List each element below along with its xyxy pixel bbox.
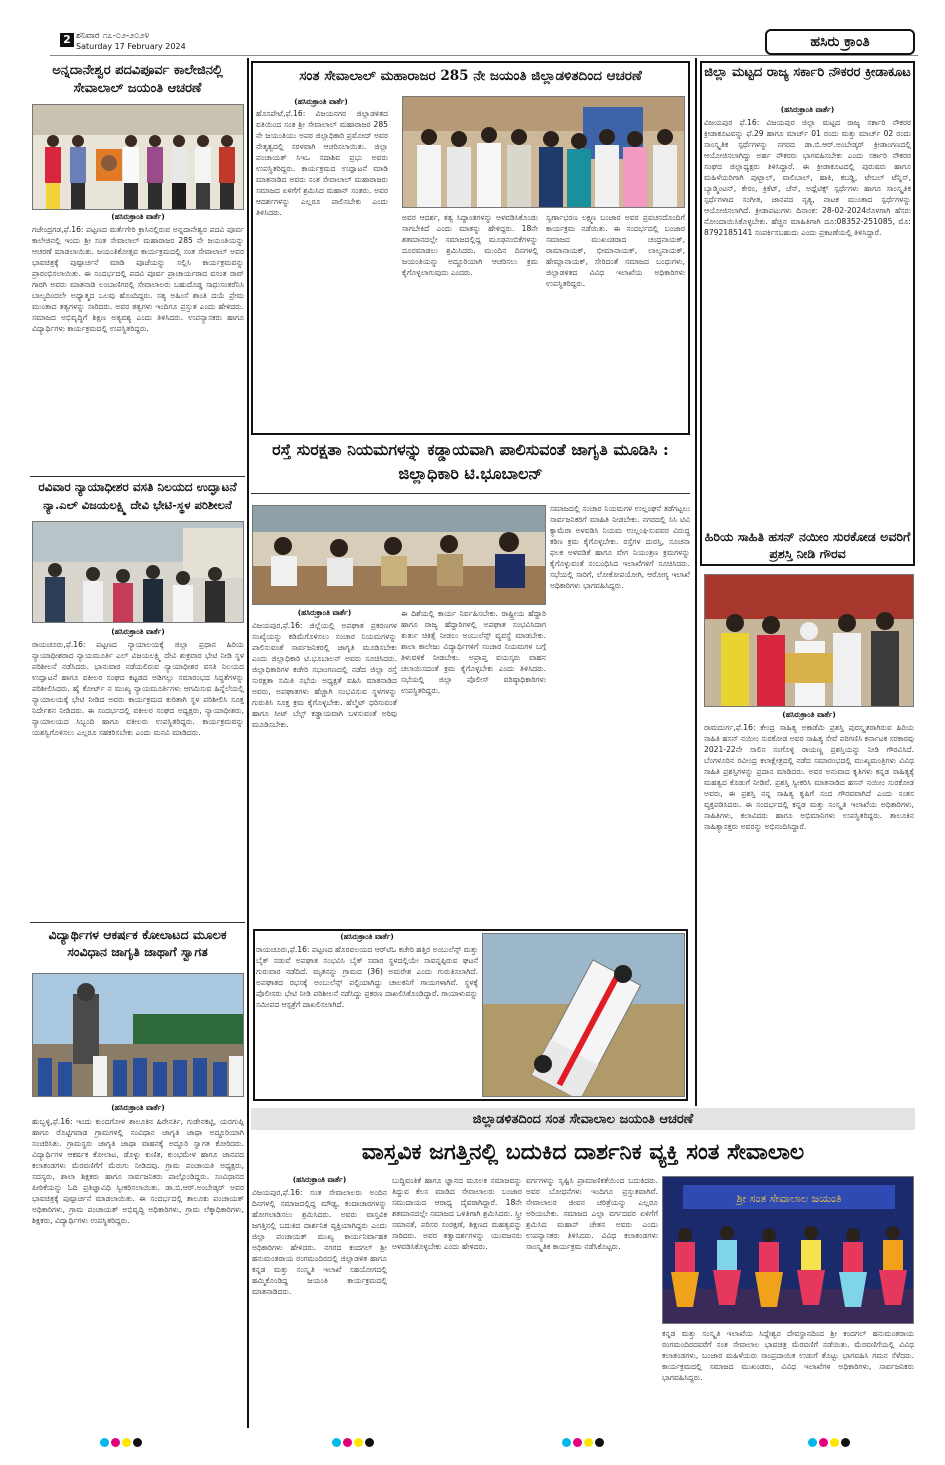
registration-marks xyxy=(808,1438,850,1447)
college-credit: (ಹಸಿರುಕ್ರಾಂತಿ ವಾರ್ತೆ) xyxy=(111,212,165,221)
jayanti-body-c: ಸ್ವರ್ಣಾಭರಣ ಲಕ್ಷ್ಮಣ ಬಂಜಾರ ಅವರ ಪ್ರವಚನದೊಂದಿಗೆ ಕಾರ್ಯಕ್ರಮ ನಡೆಯಿತು. ಈ ಸಂದರ್ಭದಲ್ಲಿ ಬಂಜಾರ ಸಮಾಜದ ಮುಖಂಡರಾದ ಚಂದ್ರನಾಯಕ್, ರಾಮಾನಾಯಕ್, ಭೀಮಾನಾಯಕ್, ಲಾಲ್ಯನಾಯಕ್, ಹೇಮ್ಲಾನಾಯಕ್, ಸೇರಿದಂತೆ ಸಮಾಜದ ಬಂಧುಗಳು, ಜಿಲ್ಲಾಡಳಿತದ ವಿವಿಧ ಇಲಾಖೆಯ ಅಧಿಕಾರಿಗಳು ಉಪಸ್ಥಿತರಿದ್ದರು. xyxy=(546,213,685,288)
court-subhead: ನ್ಯಾ.ಎಲ್ ವಿಜಯಲಕ್ಷ್ಮಿ ದೇವಿ ಭೇಟಿ-ಸ್ಥಳ ಪರಿಶೀಲನೆ xyxy=(43,498,232,512)
jayanti-headline: ಸಂತ ಸೇವಾಲಾಲ್ ಮಹಾರಾಜರ 285 ನೇ ಜಯಂತಿ ಜಿಲ್ಲಾಡಳಿತದಿಂದ ಆಚರಣೆ xyxy=(299,68,642,84)
accident-credit: (ಹಸಿರುಕ್ರಾಂತಿ ವಾರ್ತೆ) xyxy=(340,932,394,941)
sports-headline: ಜಿಲ್ಲಾ ಮಟ್ಟದ ರಾಜ್ಯ ಸರ್ಕಾರಿ ನೌಕರರ ಕ್ರೀಡಾಕೂಟ xyxy=(704,65,911,80)
philosopher-body-d: ಕನ್ನಡ ಮತ್ತು ಸಂಸ್ಕೃತಿ ಇಲಾಖೆಯ ಸಿದ್ದೇಶ್ವರ ದೇವಸ್ಥಾನದಿಂದ ಶ್ರೀ ಕಂದಗಲ್ ಹನುಮಂತರಾಯ ರಂಗಮಂದಿರದವರೆಗೆ ಸಂತ ಸೇವಾಲಾಲ ಭಾವಚಿತ್ರ ಮೆರವಣಿಗೆ ನಡೆಯಿತು. ಮೆರವಣಿಗೆಯಲ್ಲಿ ವಿವಿಧ ಕಲಾತಂಡಗಳು, ಬಂಜಾರ ಮಹಿಳೆಯರು ಸಾಂಪ್ರದಾಯಿಕ ಉಡುಗೆ ತೊಟ್ಟು ಭಾಗವಹಿಸಿ ಗಮನ ಸೆಳೆದರು. ಕಾರ್ಯಕ್ರಮದಲ್ಲಿ ಸಮಾಜದ ಮುಖಂಡರು, ವಿವಿಧ ಇಲಾಖೆಗಳ ಅಧಿಕಾರಿಗಳು, ಸಾರ್ವಜನಿಕರು ಭಾಗವಹಿಸಿದ್ದರು. xyxy=(662,1329,914,1382)
sports-body: ವಿಜಯಪುರ ಫೆ.16: ವಿಜಯಪುರ ಜಿಲ್ಲಾ ಮಟ್ಟದ ರಾಜ್ಯ ಸರ್ಕಾರಿ ನೌಕರರ ಕ್ರೀಡಾಕೂಟವನ್ನು ಫೆ.29 ಹಾಗೂ ಮಾರ್ಚ್ 01 ರಂದು ಮತ್ತು ಮಾರ್ಚ್ 02 ರಂದು ಸಾಂಸ್ಕೃತಿಕ ಸ್ಪರ್ಧೆಗಳನ್ನು ನಗರದ ಡಾ.ಬಿ.ಆರ್.ಅಂಬೇಡ್ಕರ್ ಕ್ರೀಡಾಂಗಣದಲ್ಲಿ ಆಯೋಜಿಸಲಾಗಿದ್ದು ಅರ್ಹ ನೌಕರರು ಭಾಗವಹಿಸಬೇಕು ಎಂದು ಸರ್ಕಾರಿ ನೌಕರರ ಸಂಘದ ಜಿಲ್ಲಾಧ್ಯಕ್ಷರು ತಿಳಿಸಿದ್ದಾರೆ. ಈ ಕ್ರೀಡಾಕೂಟದಲ್ಲಿ ಪುರುಷರು ಹಾಗೂ ಮಹಿಳೆಯರಿಗಾಗಿ ಪುಟ್ಬಾಲ್, ವಾಲಿಬಾಲ್, ಹಾಕಿ, ಕಬಡ್ಡಿ, ಟೇಬಲ್ ಟೆನ್ನಿಸ್, ಬ್ಯಾಡ್ಮಿಂಟನ್, ಕೇರಂ, ಕ್ರಿಕೆಟ್, ಚೆಸ್, ಅಥ್ಲೆಟಿಕ್ಸ್ ಸ್ಪರ್ಧೆಗಳು ಹಾಗೂ ಸಾಂಸ್ಕೃತಿಕ ಸ್ಪರ್ಧೆಗಳಾದ ಸಂಗೀತ, ಜಾನಪದ ನೃತ್ಯ, ನಾಟಕ ಮುಂತಾದ ಸ್ಪರ್ಧೆಗಳನ್ನು ಆಯೋಜಿಸಲಾಗಿದೆ. ಕ್ರೀಡಾಪಟುಗಳು ದಿನಾಂಕ: 28-02-2024ರೊಳಗಾಗಿ ಹೆಸರು ನೋಂದಾಯಿಸಿಕೊಳ್ಳಬೇಕು. ಹೆಚ್ಚಿನ ಮಾಹಿತಿಗಾಗಿ ದೂ:08352-251085, ಮೊ: 8792185141 ಸಂಪರ್ಕಿಸಬಹುದು ಎಂದು ಪ್ರಕಟಣೆಯಲ್ಲಿ ತಿಳಿಸಿದ್ದಾರೆ. xyxy=(704,118,911,237)
sports-credit: (ಹಸಿರುಕ್ರಾಂತಿ ವಾರ್ತೆ) xyxy=(780,105,835,114)
masthead: ಹಸಿರು ಕ್ರಾಂತಿ xyxy=(765,29,915,55)
accident-photo xyxy=(482,933,685,1097)
philosopher-body-b: ಬುದ್ಧಿವಂತಿಕೆ ಹಾಗೂ ಜ್ಞಾನದ ಮೂಲಕ ಸಮಾಜವನ್ನು ತಿದ್ದುವ ಕೆಲಸ ಮಾಡಿದ ಸೇವಾಲಾಲರು ಬಂಜಾರ ಸಮುದಾಯದ ಆರಾಧ್ಯ ದೈವರಾಗಿದ್ದಾರೆ. 18ನೇ ಶತಮಾನದಲ್ಲೇ ಸಮಾಜದ ಒಳಿತಿಗಾಗಿ ಶ್ರಮಿಸಿದರು. ಸ್ತ್ರೀ ಸಮಾನತೆ, ಪರಿಸರ ಸಂರಕ್ಷಣೆ, ಶಿಕ್ಷಣದ ಮಹತ್ವವನ್ನು ಸಾರಿದರು. ಅವರ ತತ್ವಾದರ್ಶಗಳನ್ನು ಯುವಜನರು ಅಳವಡಿಸಿಕೊಳ್ಳಬೇಕು ಎಂದು ಹೇಳಿದರು. xyxy=(392,1176,522,1251)
philosopher-headline: ವಾಸ್ತವಿಕ ಜಗತ್ತಿನಲ್ಲಿ ಬದುಕಿದ ದಾರ್ಶನಿಕ ವ್ಯಕ್ತಿ ಸಂತ ಸೇವಾಲಾಲ xyxy=(361,1139,805,1165)
philosopher-kicker: ಜಿಲ್ಲಾಡಳಿತದಿಂದ ಸಂತ ಸೇವಾಲಾಲ ಜಯಂತಿ ಆಚರಣೆ xyxy=(472,1112,694,1127)
jayanti-photo xyxy=(402,96,685,208)
court-headline: ರವಿವಾರ ನ್ಯಾಯಾಧೀಶರ ವಸತಿ ನಿಲಯದ ಉದ್ಘಾಟನೆ xyxy=(38,480,237,494)
accident-body: ರಾಯಚೂರು,ಫೆ.16: ಪಟ್ಟಣದ ಹೊರವಲಯದ ಆರ್‌ಟಿಓ ಕಚೇರಿ ಹತ್ತಿರ ಅಂಬುಲೆನ್ಸ್ ಮತ್ತು ಬೈಕ್ ನಡುವೆ ಅಪಘಾತ ಸಂಭವಿಸಿ ಬೈಕ್ ಸವಾರ ಸ್ಥಳದಲ್ಲಿಯೇ ಸಾವನ್ನಪ್ಪಿರುವ ಘಟನೆ ಗುರುವಾರ ನಡೆದಿದೆ. ಮೃತನನ್ನು ಗ್ರಾಮದ (36) ಅಮರೇಶ ಎಂದು ಗುರುತಿಸಲಾಗಿದೆ. ಅಪಘಾತದ ರಭಸಕ್ಕೆ ಅಂಬುಲೆನ್ಸ್ ಪಲ್ಟಿಯಾಗಿದ್ದು ಚಾಲಕನಿಗೆ ಗಾಯಗಳಾಗಿವೆ. ಸ್ಥಳಕ್ಕೆ ಪೊಲೀಸರು ಭೇಟಿ ನೀಡಿ ಪರಿಶೀಲನೆ ನಡೆಸಿದ್ದು ಪ್ರಕರಣ ದಾಖಲಿಸಿಕೊಂಡಿದ್ದಾರೆ. ಗಾಯಾಳುವನ್ನು ಸಮೀಪದ ಆಸ್ಪತ್ರೆಗೆ ದಾಖಲಿಸಲಾಗಿದೆ. xyxy=(256,945,478,1009)
divider xyxy=(30,922,245,923)
road-body-b: ಈ ದಿಶೆಯಲ್ಲಿ ಕಾರ್ಯ ನಿರ್ವಹಿಸಬೇಕು. ರಾಷ್ಟ್ರೀಯ ಹೆದ್ದಾರಿ ಹಾಗೂ ರಾಜ್ಯ ಹೆದ್ದಾರಿಗಳಲ್ಲಿ ಅಪಘಾತ ಸಂಭವಿಸಿದಾಗ ತುರ್ತು ಚಿಕಿತ್ಸೆ ನೀಡಲು ಅಂಬುಲೆನ್ಸ್ ವ್ಯವಸ್ಥೆ ಮಾಡಬೇಕು. ಶಾಲಾ ಕಾಲೇಜು ವಿದ್ಯಾರ್ಥಿಗಳಿಗೆ ಸಂಚಾರ ನಿಯಮಗಳ ಬಗ್ಗೆ ತಿಳುವಳಿಕೆ ನೀಡಬೇಕು. ಅಪ್ರಾಪ್ತ ವಯಸ್ಕರು ವಾಹನ ಚಲಾಯಿಸದಂತೆ ಕ್ರಮ ಕೈಗೊಳ್ಳಬೇಕು ಎಂದು ತಿಳಿಸಿದರು. ಸಭೆಯಲ್ಲಿ ಜಿಲ್ಲಾ ಪೊಲೀಸ್ ವರಿಷ್ಠಾಧಿಕಾರಿಗಳು ಉಪಸ್ಥಿತರಿದ್ದರು. xyxy=(401,609,546,695)
court-credit: (ಹಸಿರುಕ್ರಾಂತಿ ವಾರ್ತೆ) xyxy=(111,627,165,636)
divider xyxy=(30,476,245,477)
kolata-photo xyxy=(32,973,244,1097)
column-rule-right xyxy=(695,58,697,1106)
jayanti-body-b: ಅವರ ಆದರ್ಶ, ತತ್ವ ಸಿದ್ಧಾಂತಗಳನ್ನು ಅಳವಡಿಸಿಕೊಂಡು ಸಾಗಬೇಕಿದೆ ಎಂದು ಮಾತನ್ನು ಹೇಳಿದ್ದರು. 18ನೇ ಶತಮಾನದಲ್ಲೇ ಸಮಾಜದಲ್ಲಿದ್ದ ಮೂಢನಂಬಿಕೆಗಳನ್ನು ದೂರಮಾಡಲು ಶ್ರಮಿಸಿದರು. ಮುಂದಿನ ದಿನಗಳಲ್ಲಿ ಜಯಂತಿಯನ್ನು ಅದ್ದೂರಿಯಾಗಿ ಆಚರಿಸಲು ಕ್ರಮ ಕೈಗೊಳ್ಳಲಾಗುವುದು ಎಂದರು. xyxy=(402,213,538,277)
registration-marks xyxy=(100,1438,142,1447)
column-rule-left xyxy=(247,58,249,1428)
registration-marks xyxy=(332,1438,374,1447)
kolata-headline: ವಿದ್ಯಾರ್ಥಿಗಳ ಆಕರ್ಷಕ ಕೋಲಾಟದ ಮೂಲಕ ಸಂವಿಧಾನ ಜಾಗೃತಿ ಜಾಥಾಗೆ ಸ್ವಾಗತ xyxy=(48,927,227,959)
kolata-credit: (ಹಸಿರುಕ್ರಾಂತಿ ವಾರ್ತೆ) xyxy=(111,1103,165,1112)
award-credit: (ಹಸಿರುಕ್ರಾಂತಿ ವಾರ್ತೆ) xyxy=(782,710,836,719)
college-headline: ಅನ್ನದಾನೇಶ್ವರ ಪದವಿಪೂರ್ವ ಕಾಲೇಜಿನಲ್ಲಿ ಸೇವಾಲಾಲ್ ಜಯಂತಿ ಆಚರಣೆ xyxy=(52,63,223,96)
award-body: ರಾಮದುರ್ಗ,ಫೆ.16: ಕೇಂದ್ರ ಸಾಹಿತ್ಯ ಅಕಾಡೆಮಿ ಪ್ರಶಸ್ತಿ ಪುರಸ್ಕೃತರಾಗಿರುವ ಹಿರಿಯ ಸಾಹಿತಿ ಹಸನ್ ನಯೀಂ ಸುರಕೋಡ ಅವರ ಸಾಹಿತ್ಯ ಸೇವೆ ಪರಿಗಣಿಸಿ ಕರ್ನಾಟಕ ಸರಕಾರವು 2021-22ನೇ ಸಾಲಿನ ಸಂಗೊಳ್ಳಿ ರಾಯಣ್ಣ ಪ್ರಶಸ್ತಿಯನ್ನು ನೀಡಿ ಗೌರವಿಸಿದೆ. ಬೆಂಗಳೂರಿನ ರವೀಂದ್ರ ಕಲಾಕ್ಷೇತ್ರದಲ್ಲಿ ನಡೆದ ಸಮಾರಂಭದಲ್ಲಿ ಮುಖ್ಯಮಂತ್ರಿಗಳು ವಿವಿಧ ಸಾಹಿತಿ ಪ್ರಶಸ್ತಿಗಳನ್ನು ಪ್ರದಾನ ಮಾಡಿದರು. ಅವರ ಅನುವಾದ ಕೃತಿಗಳು ಕನ್ನಡ ಸಾಹಿತ್ಯಕ್ಕೆ ಮಹತ್ವದ ಕೊಡುಗೆ ನೀಡಿವೆ. ಪ್ರಶಸ್ತಿ ಸ್ವೀಕರಿಸಿ ಮಾತನಾಡಿದ ಹಸನ್ ನಯೀಂ ಸುರಕೋಡ ಅವರು, ಈ ಪ್ರಶಸ್ತಿ ನನ್ನ ಸಾಹಿತ್ಯ ಕೃಷಿಗೆ ಸಂದ ಗೌರವವಾಗಿದೆ ಎಂದು ಸಂತಸ ವ್ಯಕ್ತಪಡಿಸಿದರು. ಈ ಸಂದರ್ಭದಲ್ಲಿ ಕನ್ನಡ ಮತ್ತು ಸಂಸ್ಕೃತಿ ಇಲಾಖೆಯ ಅಧಿಕಾರಿಗಳು, ಸಾಹಿತಿಗಳು, ಕಲಾವಿದರು ಹಾಗೂ ಅಭಿಮಾನಿಗಳು ಉಪಸ್ಥಿತರಿದ್ದರು. ತಾಲೂಕಿನ ಸಾಹಿತ್ಯಾಸಕ್ತರು ಅವರನ್ನು ಅಭಿನಂದಿಸಿದ್ದಾರೆ. xyxy=(704,723,914,831)
philosopher-body-a: ವಿಜಯಪುರ,ಫೆ.16: ಸಂತ ಸೇವಾಲಾಲರು ಅಂದಿನ ದಿನಗಳಲ್ಲಿ ಸಮಾಜದಲ್ಲಿದ್ದ ಮೌಢ್ಯ, ಕಂದಾಚಾರಗಳನ್ನು ಹೋಗಲಾಡಿಸಲು ಶ್ರಮಿಸಿದರು. ಅವರು ವಾಸ್ತವಿಕ ಜಗತ್ತಿನಲ್ಲಿ ಬದುಕಿದ ದಾರ್ಶನಿಕ ವ್ಯಕ್ತಿಯಾಗಿದ್ದರು ಎಂದು ಜಿಲ್ಲಾ ಪಂಚಾಯತ್ ಮುಖ್ಯ ಕಾರ್ಯನಿರ್ವಾಹಕ ಅಧಿಕಾರಿಗಳು ಹೇಳಿದರು. ನಗರದ ಕಂದಗಲ್ ಶ್ರೀ ಹನುಮಂತರಾಯ ರಂಗಮಂದಿರದಲ್ಲಿ ಜಿಲ್ಲಾಡಳಿತ ಹಾಗೂ ಕನ್ನಡ ಮತ್ತು ಸಂಸ್ಕೃತಿ ಇಲಾಖೆ ಸಹಯೋಗದಲ್ಲಿ ಹಮ್ಮಿಕೊಂಡಿದ್ದ ಜಯಂತಿ ಕಾರ್ಯಕ್ರಮದಲ್ಲಿ ಮಾತನಾಡಿದರು. xyxy=(252,1188,387,1296)
road-photo xyxy=(252,505,546,605)
college-body: ಗಜೇಂದ್ರಗಡ,ಫೆ.16: ಪಟ್ಟಣದ ಮರ್ತೆಗೇರಿ ಕ್ರಾಸಿನಲ್ಲಿರುವ ಅನ್ನದಾನೇಶ್ವರ ಪದವಿ ಪೂರ್ವ ಕಾಲೇಜಿನಲ್ಲಿ ಇಂದು ಶ್ರೀ ಸಂತ ಸೇವಾಲಾಲ್ ಮಹಾರಾಜರ 285 ನೇ ಜಯಂತಿಯನ್ನು ಆಚರಣೆ ಮಾಡಲಾಯಿತು. ಜಯಂತಿಕೋತ್ಸವ ಕಾರ್ಯಕ್ರಮದಲ್ಲಿ ಸಂತ ಸೇವಾಲಾಲ್ ಅವರ ಭಾವಚಿತ್ರಕ್ಕೆ ಪುಷ್ಪಾರ್ಚನೆ ಮಾಡಿ ಪೂಜೆಯನ್ನು ಸಲ್ಲಿಸಿ ಕಾರ್ಯಕ್ರಮವನ್ನು ಪ್ರಾರಂಭಿಸಲಾಯಿತು. ಈ ಸಂದರ್ಭದಲ್ಲಿ ಪದವಿ ಪೂರ್ವ ಪ್ರಾಚಾರ್ಯರಾದ ವಸಂತ ರಾವ್ ಗಾರಗಿ ಅವರು ಮಾತನಾಡಿ ಲಂಬಾಣಿಗರಲ್ಲಿ ಸೇವಾಲಾಲರು ಬಹುದೊಡ್ಡ ಸಾಧುಸಂತರೆನಿಸಿ ಬಾಲ್ಯದಿಂದಲೇ ಅಧ್ಯಾತ್ಮದ ಒಲವು ಹೊಂದಿದ್ದರು. ಸತ್ಯ ಅಹಿಂಸೆ ಶಾಂತಿ ದಯೆ ಪ್ರೇಮ ಮುಂತಾದ ತತ್ವಗಳನ್ನು ಸಾರಿದರು. ಅವರ ತತ್ವಗಳು ಇಂದಿಗೂ ಪ್ರಸ್ತುತ ಎಂದು ಹೇಳಿದರು. ಸಮಾಜದ ಅಭಿವೃದ್ಧಿಗೆ ಶಿಕ್ಷಣ ಅತ್ಯವಶ್ಯ ಎಂದು ತಿಳಿಸಿದರು. ಉಪನ್ಯಾಸಕರು ಹಾಗೂ ವಿದ್ಯಾರ್ಥಿಗಳು ಕಾರ್ಯಕ್ರಮದಲ್ಲಿ ಉಪಸ್ಥಿತರಿದ್ದರು. xyxy=(32,225,244,333)
jayanti-credit: (ಹಸಿರುಕ್ರಾಂತಿ ವಾರ್ತೆ) xyxy=(294,97,348,106)
divider xyxy=(251,493,690,494)
award-photo xyxy=(704,574,914,707)
road-body-c: ಸಮಾಜದಲ್ಲಿ ಸಂಚಾರ ನಿಯಮಗಳ ಉಲ್ಲಂಘನೆ ತಡೆಗಟ್ಟಲು ಸಾರ್ವಜನಿಕರಿಗೆ ಮಾಹಿತಿ ನೀಡಬೇಕು. ನಗರದಲ್ಲಿ ಸಿಸಿ ಟಿವಿ ಕ್ಯಾಮೆರಾ ಅಳವಡಿಸಿ ನಿಯಮ ಉಲ್ಲಂಘಿಸುವವರ ವಿರುದ್ಧ ಕಠಿಣ ಕ್ರಮ ಕೈಗೊಳ್ಳಬೇಕು. ರಸ್ತೆಗಳ ದುರಸ್ತಿ, ಸೂಚನಾ ಫಲಕ ಅಳವಡಿಕೆ ಹಾಗೂ ವೇಗ ನಿಯಂತ್ರಣ ಕ್ರಮಗಳನ್ನು ಕೈಗೊಳ್ಳುವಂತೆ ಸಂಬಂಧಿಸಿದ ಇಲಾಖೆಗಳಿಗೆ ಸೂಚಿಸಿದರು. ಸಭೆಯಲ್ಲಿ ಸಾರಿಗೆ, ಲೋಕೋಪಯೋಗಿ, ಆರೋಗ್ಯ ಇಲಾಖೆ ಅಧಿಕಾರಿಗಳು ಭಾಗವಹಿಸಿದ್ದರು. xyxy=(550,504,690,590)
court-body: ರಾಯಚೂರು,ಫೆ.16: ಪಟ್ಟಣದ ನ್ಯಾಯಾಲಯಕ್ಕೆ ಜಿಲ್ಲಾ ಪ್ರಧಾನ ಹಿರಿಯ ನ್ಯಾಯಾಧೀಶರಾದ ನ್ಯಾಯಮೂರ್ತಿ ಎಲ್ ವಿಜಯಲಕ್ಷ್ಮಿ ದೇವಿ ಶುಕ್ರವಾರ ಭೇಟಿ ನೀಡಿ ಸ್ಥಳ ಪರಿಶೀಲನೆ ನಡೆಸಿದರು. ಭಾನುವಾರ ನಡೆಯಲಿರುವ ನ್ಯಾಯಾಧೀಶರ ವಸತಿ ನಿಲಯದ ಉದ್ಘಾಟನೆ ಹಾಗೂ ವಕೀಲರ ಸಂಘದ ಕಟ್ಟಡದ ಅಡಿಗಲ್ಲು ಸಮಾರಂಭದ ಸಿದ್ಧತೆಗಳನ್ನು ಪರಿಶೀಲಿಸಿದರು. ಹೈ ಕೋರ್ಟ್ ನ ಮುಖ್ಯ ನ್ಯಾಯಮೂರ್ತಿಗಳು ಆಗಮಿಸುವ ಹಿನ್ನೆಲೆಯಲ್ಲಿ ನ್ಯಾಯಾಲಯಕ್ಕೆ ಭೇಟಿ ನೀಡಿದ ಅವರು ಕಾರ್ಯಕ್ರಮದ ಕುರಿತಾಗಿ ಸ್ಥಳ ಪರಿಶೀಲಿಸಿ ಸೂಕ್ತ ನಿರ್ದೇಶನ ನೀಡಿದರು. ಈ ಸಂದರ್ಭದಲ್ಲಿ ವಕೀಲರ ಸಂಘದ ಅಧ್ಯಕ್ಷರು, ನ್ಯಾಯಾಧೀಶರು, ನ್ಯಾಯಾಲಯದ ಸಿಬ್ಬಂದಿ ಹಾಗೂ ವಕೀಲರು ಉಪಸ್ಥಿತರಿದ್ದರು. ಕಾರ್ಯಕ್ರಮವನ್ನು ಯಶಸ್ವಿಗೊಳಿಸಲು ಎಲ್ಲರೂ ಸಹಕರಿಸಬೇಕು ಎಂದು ಮನವಿ ಮಾಡಿದರು. xyxy=(32,640,244,737)
road-body-a: ವಿಜಯಪುರ,ಫೆ.16: ಜಿಲ್ಲೆಯಲ್ಲಿ ಅಪಘಾತ ಪ್ರಕರಣಗಳ ಸಂಖ್ಯೆಯನ್ನು ಕಡಿಮೆಗೊಳಿಸಲು ಸಂಚಾರ ನಿಯಮಗಳನ್ನು ಪಾಲಿಸುವಂತೆ ಸಾರ್ವಜನಿಕರಲ್ಲಿ ಜಾಗೃತಿ ಮೂಡಿಸಬೇಕು ಎಂದು ಜಿಲ್ಲಾಧಿಕಾರಿ ಟಿ.ಭೂಬಾಲನ್ ಅವರು ಸೂಚಿಸಿದರು. ಜಿಲ್ಲಾಧಿಕಾರಿಗಳ ಕಚೇರಿ ಸಭಾಂಗಣದಲ್ಲಿ ನಡೆದ ಜಿಲ್ಲಾ ರಸ್ತೆ ಸುರಕ್ಷತಾ ಸಮಿತಿ ಸಭೆಯ ಅಧ್ಯಕ್ಷತೆ ವಹಿಸಿ ಮಾತನಾಡಿದ ಅವರು, ಅಪಘಾತಗಳು ಹೆಚ್ಚಾಗಿ ಸಂಭವಿಸುವ ಸ್ಥಳಗಳನ್ನು ಗುರುತಿಸಿ ಸೂಕ್ತ ಕ್ರಮ ಕೈಗೊಳ್ಳಬೇಕು. ಹೆಲ್ಮೆಟ್ ಧರಿಸುವಂತೆ ಹಾಗೂ ಸೀಟ್ ಬೆಲ್ಟ್ ಕಡ್ಡಾಯವಾಗಿ ಬಳಸುವಂತೆ ಅರಿವು ಮೂಡಿಸಬೇಕು. xyxy=(252,621,397,729)
court-photo xyxy=(32,521,244,623)
road-headline: ರಸ್ತೆ ಸುರಕ್ಷತಾ ನಿಯಮಗಳನ್ನು ಕಡ್ಡಾಯವಾಗಿ ಪಾಲಿಸುವಂತೆ ಜಾಗೃತಿ ಮೂಡಿಸಿ : ಜಿಲ್ಲಾಧಿಕಾರಿ ಟಿ.ಭೂಬಾಲನ್ xyxy=(272,440,669,483)
stage-banner-text: ಶ್ರೀ ಸಂತ ಸೇವಾಲಾಲ ಜಯಂತಿ xyxy=(736,1192,842,1205)
philosopher-credit: (ಹಸಿರುಕ್ರಾಂತಿ ವಾರ್ತೆ) xyxy=(292,1175,347,1184)
philosopher-photo xyxy=(662,1176,914,1324)
page-number: 2 xyxy=(60,33,74,47)
date-kannada: ಶನಿವಾರ ೧೭-೦೨-೨೦೨೪ xyxy=(76,31,150,41)
kolata-body: ಹುಬ್ಬಳ್ಳಿ,ಫೆ.16: ಇಂದು ಕುಂದಗೋಳ ತಾಲೂಕಿನ ಹಿರೇನರ್ತಿ, ಗುಡೇನಕಟ್ಟಿ, ಯರಗುಪ್ಪಿ ಹಾಗೂ ರೊಟ್ಟಿಗವಾಡ ಗ್ರಾಮಗಳಲ್ಲಿ ಸಂವಿಧಾನ ಜಾಗೃತಿ ಜಾಥಾ ಅದ್ದೂರಿಯಾಗಿ ಸಂಚರಿಸಿತು. ಗ್ರಾಮಸ್ಥರು ಜಾಗೃತಿ ಜಾಥಾ ವಾಹನಕ್ಕೆ ಅದ್ಧೂರಿ ಸ್ವಾಗತ ಕೋರಿದರು. ವಿದ್ಯಾರ್ಥಿಗಳ ಆಕರ್ಷಕ ಕೋಲಾಟ, ಡೊಳ್ಳು ಕುಣಿತ, ಕುಂಭಮೇಳ ಹಾಗೂ ಜಾನಪದ ಕಲಾತಂಡಗಳು ಮೆರವಣಿಗೆಗೆ ಮೆರುಗು ನೀಡಿದವು. ಗ್ರಾಮ ಪಂಚಾಯತಿ ಅಧ್ಯಕ್ಷರು, ಸದಸ್ಯರು, ಶಾಲಾ ಶಿಕ್ಷಕರು ಹಾಗೂ ಸಾರ್ವಜನಿಕರು ಪಾಲ್ಗೊಂಡಿದ್ದರು. ಸಂವಿಧಾನದ ಪೀಠಿಕೆಯನ್ನು ಓದಿ ಪ್ರತಿಜ್ಞಾವಿಧಿ ಸ್ವೀಕರಿಸಲಾಯಿತು. ಡಾ.ಬಿ.ಆರ್.ಅಂಬೇಡ್ಕರ್ ಅವರ ಭಾವಚಿತ್ರಕ್ಕೆ ಪುಷ್ಪಾರ್ಚನೆ ಮಾಡಲಾಯಿತು. ಈ ಸಂದರ್ಭದಲ್ಲಿ ತಾಲೂಕು ಪಂಚಾಯತ್ ಅಧಿಕಾರಿಗಳು, ಗ್ರಾಮ ಪಂಚಾಯತ್ ಅಭಿವೃದ್ಧಿ ಅಧಿಕಾರಿಗಳು, ಗ್ರಾಮ ಲೆಕ್ಕಾಧಿಕಾರಿಗಳು, ಶಿಕ್ಷಕರು, ವಿದ್ಯಾರ್ಥಿಗಳು ಉಪಸ್ಥಿತರಿದ್ದರು. xyxy=(32,1117,244,1225)
award-headline: ಹಿರಿಯ ಸಾಹಿತಿ ಹಸನ್ ನಯೀಂ ಸುರಕೋಡ ಅವರಿಗೆ ಪ್ರಶಸ್ತಿ ನೀಡಿ ಗೌರವ xyxy=(704,529,911,561)
registration-marks xyxy=(562,1438,604,1447)
road-credit: (ಹಸಿರುಕ್ರಾಂತಿ ವಾರ್ತೆ) xyxy=(297,608,352,617)
philosopher-body-c: ವರ್ಗಗಳನ್ನು ಸೃಷ್ಟಿಸಿ ಪ್ರಾಮಾಣಿಕತೆಯಿಂದ ಬದುಕಿದರು. ಅವರ ಬೋಧನೆಗಳು ಇಂದಿಗೂ ಪ್ರಸ್ತುತವಾಗಿವೆ. ಸೇವಾಲಾಲರ ಜೀವನ ಚರಿತ್ರೆಯನ್ನು ಎಲ್ಲರೂ ಅರಿಯಬೇಕು. ಸಮಾಜದ ಎಲ್ಲಾ ವರ್ಗದವರ ಏಳಿಗೆಗೆ ಶ್ರಮಿಸಿದ ಮಹಾನ್ ಚೇತನ ಅವರು ಎಂದು ಉಪನ್ಯಾಸಕರು ತಿಳಿಸಿದರು. ವಿವಿಧ ಕಲಾತಂಡಗಳು ಸಾಂಸ್ಕೃತಿಕ ಕಾರ್ಯಕ್ರಮ ನಡೆಸಿಕೊಟ್ಟರು. xyxy=(526,1176,658,1251)
date-english: Saturday 17 February 2024 xyxy=(76,42,186,51)
college-photo xyxy=(32,104,244,210)
jayanti-body-a: ಹೊಸಪೇಟೆ,ಫೆ.16: ವಿಜಯನಗರ ಜಿಲ್ಲಾಡಳಿತದ ವತಿಯಿಂದ ಸಂತ ಶ್ರೀ ಸೇವಾಲಾಲ್ ಮಹಾರಾಜರ 285 ನೇ ಜಯಂತಿಯು ಅಪರ ಜಿಲ್ಲಾಧಿಕಾರಿ ಪ್ರಮೋದ್ ಅವರ ನೇತೃತ್ವದಲ್ಲಿ ಸರಳವಾಗಿ ಆಚರಿಸಲಾಯಿತು. ಜಿಲ್ಲಾ ಪಂಚಾಯತ್ ಸಿಇಒ ಸದಾಶಿವ ಪ್ರಭು ಅವರು ಉಪಸ್ಥಿತರಿದ್ದರು. ಕಾರ್ಯಕ್ರಮದ ಉದ್ಘಾಟನೆ ಮಾಡಿ ಮಾತನಾಡಿದ ಅವರು ಸಂತ ಸೇವಾಲಾಲ್ ಮಹಾರಾಜರು ಸಮಾಜದ ಏಳಿಗೆಗೆ ಶ್ರಮಿಸಿದ ಮಹಾನ್ ಸಂತರು. ಅವರ ಆದರ್ಶಗಳನ್ನು ಎಲ್ಲರೂ ಪಾಲಿಸಬೇಕು ಎಂದು ತಿಳಿಸಿದರು. xyxy=(256,109,388,217)
